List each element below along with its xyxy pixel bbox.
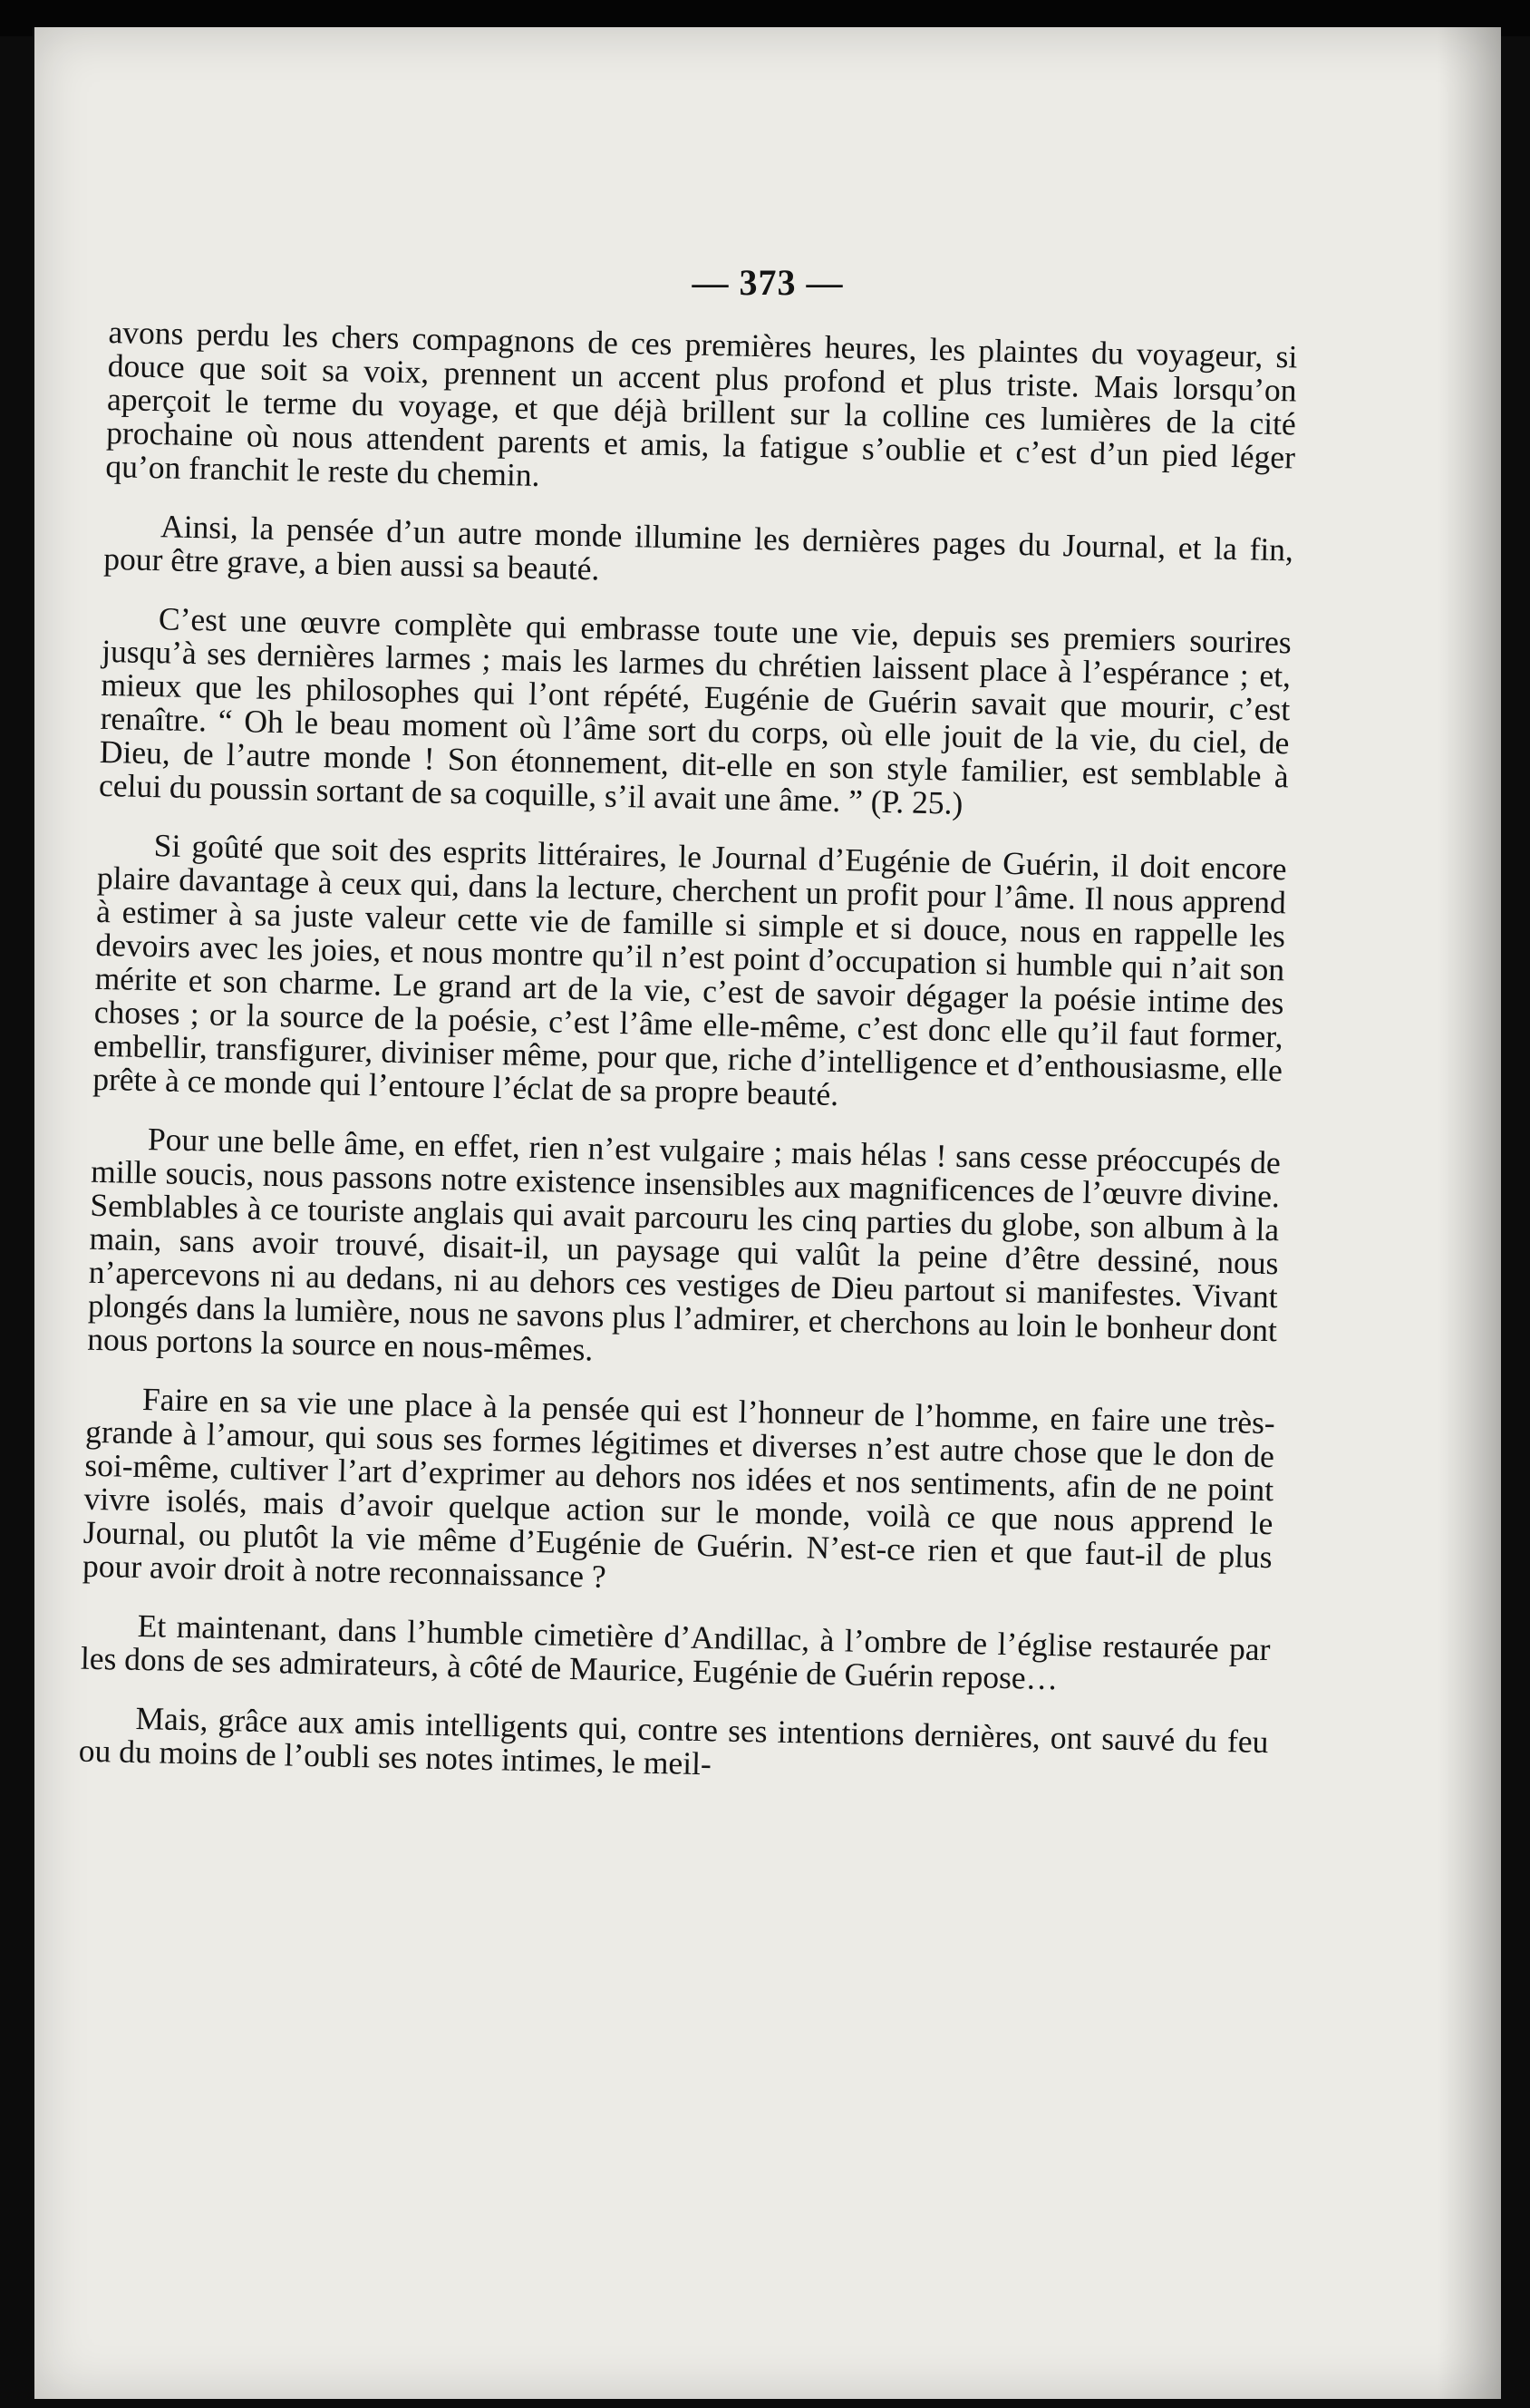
paragraph: Faire en sa vie une place à la pensée qui est l’honneur de l’homme, en faire une très-grande à l’amour, qui sous ses formes légitimes et diverses n’est autre chose que le don de soi-même, cultiver l’art d’exprimer au dehors nos idées et nos sentiments, afin de ne point vivre isolés, mais d’avoir quelque action sur le monde, voilà ce que nous apprend le Journal, ou plutôt la vie même d’Eugénie de Guérin. N’est-ce rien et que faut-il de plus pour avoir droit à notre reconnaissance ?	[82, 1381, 1276, 1595]
body-text	[78, 316, 1298, 1818]
page-shadow	[1438, 27, 1501, 2399]
paragraph: C’est une œuvre complète qui embrasse toute une vie, depuis ses premiers sourires jusqu’à ses dernières larmes ; mais les larmes du chrétien laissent place à l’espérance ; et, mieux que les philosophes qui l’ont répété, Eugénie de Guérin savait que mourir, c’est renaître. “ Oh le beau moment où l’âme sort du corps, où elle jouit de la vie, du ciel, de Dieu, de l’autre monde ! Son étonnement, dit-elle en son style familier, est semblable à celui du poussin sortant de sa coquille, s’il avait une âme. ” (P. 25.)	[98, 600, 1293, 821]
paragraph-truncated: Mais, grâce aux amis intelligents qui, contre ses intentions dernières, ont sauvé du feu ou du moins de l’oubli ses notes intimes, le meil-	[78, 1699, 1269, 1782]
paragraph: Ainsi, la pensée d’un autre monde illumine les dernières pages du Journal, et la fin, pour être grave, a bien aussi sa beauté.	[102, 508, 1294, 587]
book-page	[34, 27, 1501, 2399]
paragraph: Pour une belle âme, en effet, rien n’est vulgaire ; mais hélas ! sans cesse préoccupés de mille soucis, nous passons notre existence insensibles aux magnificences de l’œuvre divine. Semblables à ce touriste anglais qui avait parcouru les cinq parties du globe, son album à la main, sans avoir trouvé, disait-il, un paysage qui valût la peine d’être dessiné, nous n’apercevons ni au dedans, ni au dehors ces vestiges de Dieu partout si manifestes. Vivant plongés dans la lumière, nous ne savons plus l’admirer, et cherchons au loin le bonheur dont nous portons la source en nous-mêmes.	[86, 1121, 1282, 1368]
paragraph-continued: avons perdu les chers compagnons de ces premières heures, les plaintes du voyageur, si douce que soit sa voix, prennent un accent plus profond et plus triste. Mais lorsqu’on aperçoit le terme du voyage, et que déjà brillent sur la colline ces lumières de la cité prochaine où nous attendent parents et amis, la fatigue s’oublie et c’est d’un pied léger qu’on franchit le reste du chemin.	[105, 314, 1298, 493]
paragraph: Et maintenant, dans l’humble cimetière d’Andillac, à l’ombre de l’église restaurée par les dons de ses admirateurs, à côté de Maurice, Eugénie de Guérin repose…	[80, 1607, 1271, 1697]
paragraph: Si goûté que soit des esprits littéraires, le Journal d’Eugénie de Guérin, il doit encore plaire davantage à ceux qui, dans la lecture, cherchent un profit pour l’âme. Il nous apprend à estimer à sa juste valeur cette vie de famille si simple et si douce, nous en rappelle les devoirs avec les joies, et nous montre qu’il n’est point d’occupation si humble qui n’ait son mérite et son charme. Le grand art de la vie, c’est de savoir dégager la poésie intime des choses ; or la source de la poésie, c’est l’âme elle-même, c’est donc elle qu’il faut former, embellir, transfigurer, diviniser même, pour que, riche d’intelligence et d’enthousiasme, elle prête à ce monde qui l’entoure l’éclat de sa propre beauté.	[92, 827, 1287, 1113]
page-number: — 373 —	[692, 262, 844, 303]
